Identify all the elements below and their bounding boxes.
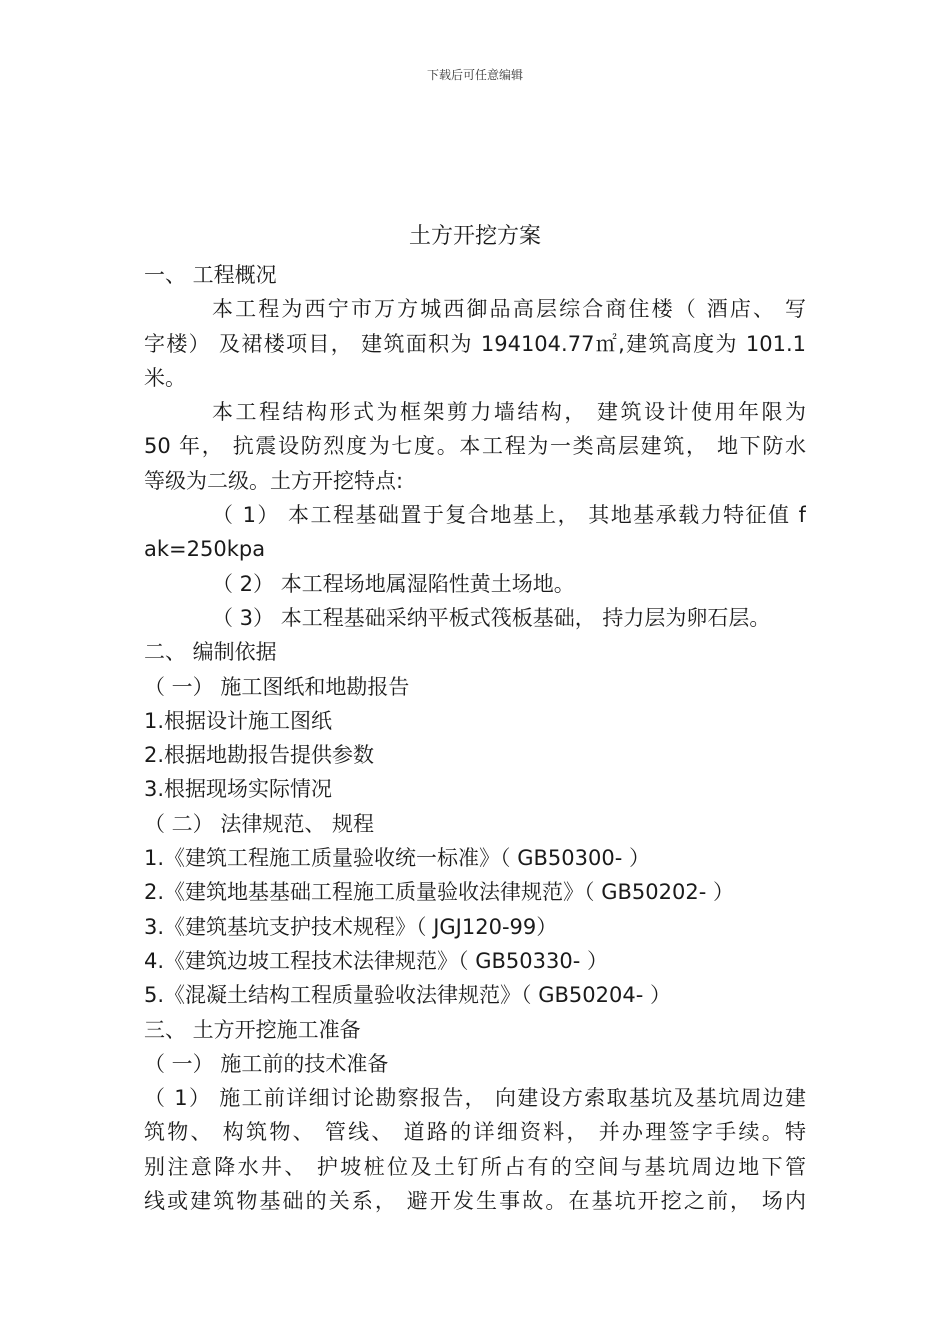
text-line: ak=250kpa <box>144 537 266 562</box>
text-line: 字楼） 及裙楼项目， 建筑面积为 194104.77㎡,建筑高度为 101.1 <box>144 331 806 356</box>
text-line: 4.《建筑边坡工程技术法律规范》（ GB50330- ） <box>144 948 608 973</box>
text-line: 二、 编制依据 <box>144 640 277 665</box>
text-line: （ 一） 施工前的技术准备 <box>144 1051 389 1076</box>
text-line: 本工程为西宁市万方城西御品高层综合商住楼（ 酒店、 写 <box>212 297 806 322</box>
text-line: 线或建筑物基础的关系， 避开发生事故。在基坑开挖之前， 场内 <box>144 1189 806 1214</box>
text-line: （ 1） 施工前详细讨论勘察报告， 向建设方索取基坑及基坑周边建 <box>144 1086 806 1111</box>
text-line: （ 3） 本工程基础采纳平板式筏板基础， 持力层为卵石层。 <box>212 605 771 630</box>
text-line: 3.《建筑基坑支护技术规程》（ JGJ120-99） <box>144 914 558 939</box>
text-line: 2.《建筑地基基础工程施工质量验收法律规范》（ GB50202- ） <box>144 880 734 905</box>
text-line: 别注意降水井、 护坡桩位及土钉所占有的空间与基坑周边地下管 <box>144 1154 806 1179</box>
text-line: （ 二） 法律规范、 规程 <box>144 811 375 836</box>
text-line: 1.根据设计施工图纸 <box>144 708 333 733</box>
text-line: 三、 土方开挖施工准备 <box>144 1017 361 1042</box>
page-header: 下载后可任意编辑 <box>426 68 523 82</box>
text-line: 1.《建筑工程施工质量验收统一标准》（ GB50300- ） <box>144 846 650 871</box>
text-line: 等级为二级。土方开挖特点: <box>144 468 404 493</box>
text-line: 本工程结构形式为框架剪力墙结构， 建筑设计使用年限为 <box>212 400 806 425</box>
text-line: （ 1） 本工程基础置于复合地基上， 其地基承载力特征值 f <box>212 503 806 528</box>
document-title: 土方开挖方案 <box>408 224 541 249</box>
text-line: （ 2） 本工程场地属湿陷性黄土场地。 <box>212 571 575 596</box>
text-line: 一、 工程概况 <box>144 263 277 287</box>
text-line: 米。 <box>144 365 186 390</box>
text-line: 50 年， 抗震设防烈度为七度。本工程为一类高层建筑， 地下防水 <box>144 434 806 459</box>
text-line: 3.根据现场实际情况 <box>144 777 333 802</box>
text-line: 筑物、 构筑物、 管线、 道路的详细资料， 并办理签字手续。特 <box>144 1120 806 1145</box>
text-line: 2.根据地勘报告提供参数 <box>144 743 375 768</box>
text-line: （ 一） 施工图纸和地勘报告 <box>144 674 410 699</box>
text-line: 5.《混凝土结构工程质量验收法律规范》（ GB50204- ） <box>144 983 671 1008</box>
document-body <box>144 258 806 1218</box>
